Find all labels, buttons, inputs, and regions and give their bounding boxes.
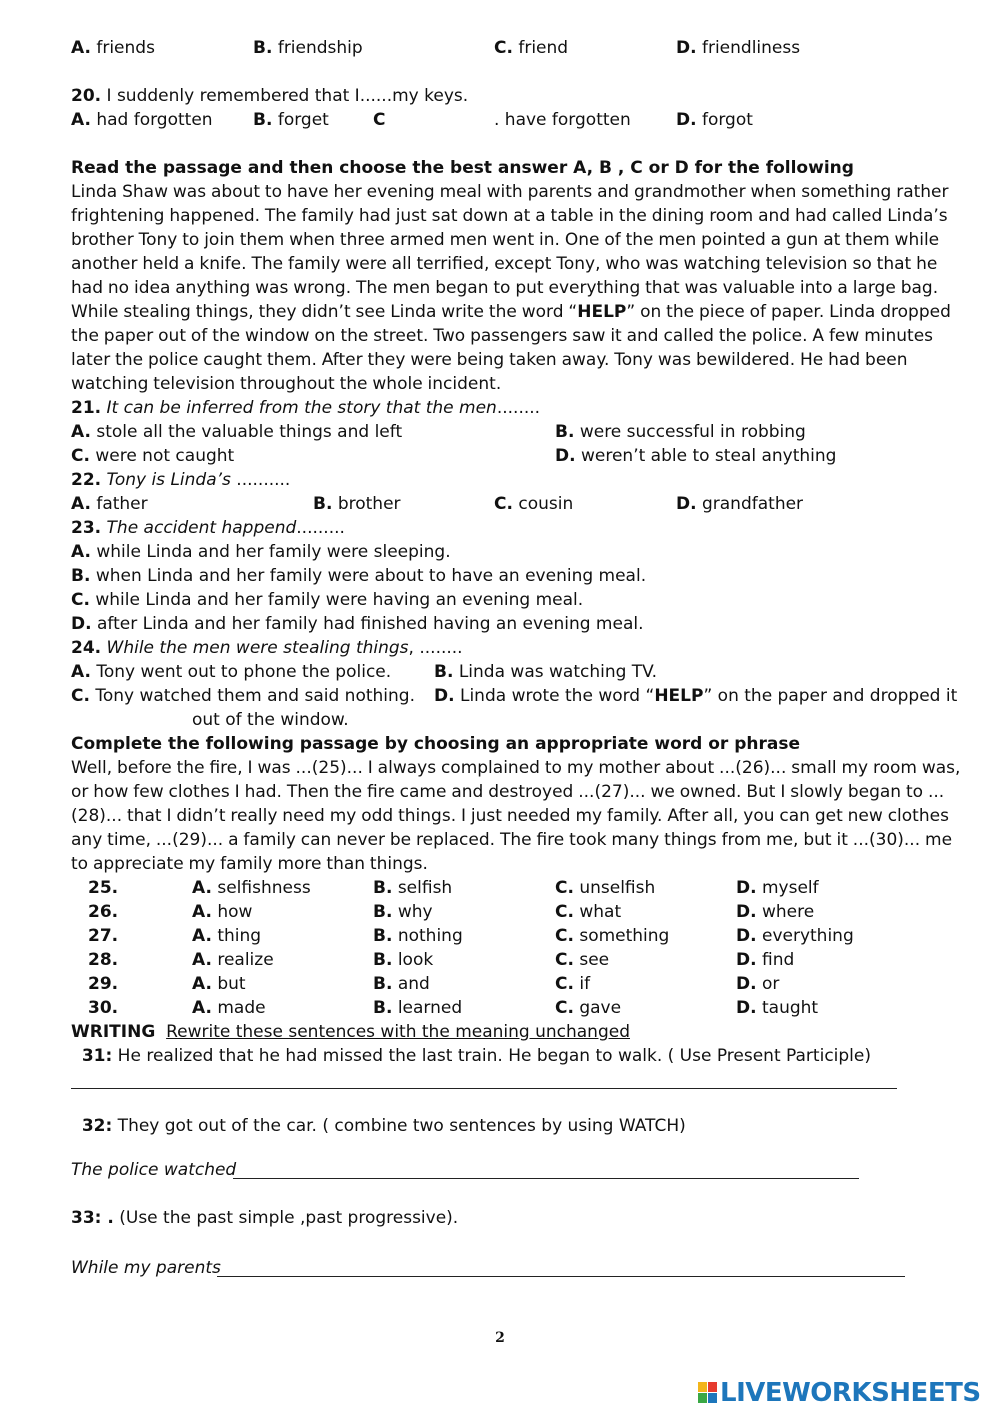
cloze-option[interactable]: C. see bbox=[555, 950, 610, 970]
cloze-option[interactable]: B. look bbox=[373, 950, 434, 970]
q23-option-a[interactable]: A. while Linda and her family were sleeping. bbox=[71, 542, 451, 562]
q23-option-d[interactable]: D. after Linda and her family had finished having an evening meal. bbox=[71, 614, 644, 634]
cloze-option[interactable]: A. made bbox=[192, 998, 266, 1018]
cloze-option[interactable]: D. everything bbox=[736, 926, 854, 946]
q21-stem: 21. It can be inferred from the story that the men........ bbox=[71, 398, 541, 418]
cloze-option[interactable]: B. selfish bbox=[373, 878, 453, 898]
q24-option-c[interactable]: C. Tony watched them and said nothing. bbox=[71, 686, 415, 706]
q22-option-c[interactable]: C. cousin bbox=[494, 494, 574, 514]
q22-option-b[interactable]: B. brother bbox=[313, 494, 401, 514]
cloze-option[interactable]: C. if bbox=[555, 974, 591, 994]
q22-stem: 22. Tony is Linda’s .......... bbox=[71, 470, 291, 490]
q24-options-ab bbox=[71, 660, 961, 684]
cloze-option[interactable]: A. realize bbox=[192, 950, 274, 970]
page-number: 2 bbox=[495, 1330, 505, 1346]
cloze-row: 29. A. but B. and C. if D. or bbox=[88, 974, 780, 994]
q21-option-d[interactable]: D. weren’t able to steal anything bbox=[555, 446, 837, 466]
cloze-option[interactable]: A. but bbox=[192, 974, 246, 994]
q22-option-d[interactable]: D. grandfather bbox=[676, 494, 804, 514]
q20-option-b[interactable]: B. forget bbox=[253, 110, 329, 130]
cloze-option[interactable]: C. unselfish bbox=[555, 878, 656, 898]
q24-stem: 24. While the men were stealing things, ........ bbox=[71, 638, 463, 658]
q20-stem: 20. I suddenly remembered that I......my keys. bbox=[71, 86, 469, 106]
q19-option-b[interactable]: B. friendship bbox=[253, 38, 363, 58]
q20-option-a[interactable]: A. had forgotten bbox=[71, 110, 213, 130]
q24-option-d-continued: out of the window. bbox=[192, 710, 349, 730]
cloze-option[interactable]: C. what bbox=[555, 902, 622, 922]
q20-option-d[interactable]: D. forgot bbox=[676, 110, 753, 130]
q21-option-a[interactable]: A. stole all the valuable things and left bbox=[71, 422, 403, 442]
q20-option-c-letter[interactable]: C bbox=[373, 110, 386, 130]
q22-options bbox=[71, 492, 961, 516]
cloze-option[interactable]: D. taught bbox=[736, 998, 819, 1018]
q32-answer-line[interactable]: The police watched bbox=[71, 1158, 961, 1182]
cloze-option[interactable]: C. something bbox=[555, 926, 670, 946]
q19-option-d[interactable]: D. friendliness bbox=[676, 38, 801, 58]
cloze-option[interactable]: B. why bbox=[373, 902, 433, 922]
cloze-option[interactable]: A. thing bbox=[192, 926, 262, 946]
cloze-option[interactable]: B. learned bbox=[373, 998, 463, 1018]
q21-option-c[interactable]: C. were not caught bbox=[71, 446, 235, 466]
reading-heading: Read the passage and then choose the best answer A, B , C or D for the following bbox=[71, 158, 854, 178]
cloze-option[interactable]: D. find bbox=[736, 950, 795, 970]
q21-options-ab bbox=[71, 420, 961, 444]
q24-options-cd bbox=[71, 684, 961, 708]
writing-heading: WRITING Rewrite these sentences with the meaning unchanged bbox=[71, 1022, 630, 1042]
q23-stem: 23. The accident happend......... bbox=[71, 518, 345, 538]
q23-option-b[interactable]: B. when Linda and her family were about to have an evening meal. bbox=[71, 566, 647, 586]
q19-options bbox=[71, 36, 961, 60]
q31-stem: 31: He realized that he had missed the last train. He began to walk. ( Use Present Participle) bbox=[81, 1046, 871, 1066]
liveworksheets-logo bbox=[698, 1378, 994, 1408]
q22-option-a[interactable]: A. father bbox=[71, 494, 148, 514]
cloze-options-table bbox=[71, 876, 961, 1020]
q33-stem: 33: . (Use the past simple ,past progressive). bbox=[71, 1208, 459, 1228]
cloze-option[interactable]: B. and bbox=[373, 974, 430, 994]
cloze-row: 30. A. made B. learned C. gave D. taught bbox=[88, 998, 819, 1018]
q19-option-a[interactable]: A. friends bbox=[71, 38, 155, 58]
cloze-option[interactable]: D. or bbox=[736, 974, 780, 994]
cloze-row: 26. A. how B. why C. what D. where bbox=[88, 902, 815, 922]
worksheet-page bbox=[71, 36, 961, 1280]
q24-option-b[interactable]: B. Linda was watching TV. bbox=[434, 662, 658, 682]
liveworksheets-logo-icon bbox=[698, 1382, 718, 1404]
cloze-row: 28. A. realize B. look C. see D. find bbox=[88, 950, 795, 970]
q20-options bbox=[71, 108, 961, 132]
cloze-option[interactable]: B. nothing bbox=[373, 926, 463, 946]
q21-option-b[interactable]: B. were successful in robbing bbox=[555, 422, 806, 442]
cloze-row: 25. A. selfishness B. selfish C. unselfish D. myself bbox=[88, 878, 819, 898]
cloze-passage: Well, before the fire, I was ...(25)... I always complained to my mother about ...(26)... small my room was, or how few clothes I had. Then the fire came and destroyed ...(27)... we owned. But I slowly began to ...(28)... that I didn’t really need my odd things. I just needed my family. After all, you can get new clothes any time, ...(29)... a family can never be replaced. The fire took many things from me, but it ...(30)... me to appreciate my family more than things. bbox=[71, 758, 961, 874]
liveworksheets-logo-text: LIVEWORKSHEETS bbox=[720, 1378, 981, 1408]
cloze-option[interactable]: A. how bbox=[192, 902, 253, 922]
q21-options-cd bbox=[71, 444, 961, 468]
cloze-option[interactable]: D. where bbox=[736, 902, 815, 922]
cloze-row: 27. A. thing B. nothing C. something D. everything bbox=[88, 926, 854, 946]
cloze-option[interactable]: A. selfishness bbox=[192, 878, 311, 898]
q24-option-a[interactable]: A. Tony went out to phone the police. bbox=[71, 662, 392, 682]
q20-option-c[interactable]: . have forgotten bbox=[494, 110, 631, 130]
cloze-option[interactable]: C. gave bbox=[555, 998, 622, 1018]
cloze-heading: Complete the following passage by choosing an appropriate word or phrase bbox=[71, 734, 800, 754]
q19-option-c[interactable]: C. friend bbox=[494, 38, 569, 58]
reading-passage: Linda Shaw was about to have her evening meal with parents and grandmother when something rather frightening happened. The family had just sat down at a table in the dining room and had called Linda’s brother Tony to join them when three armed men went in. One of the men pointed a gun at them while another held a knife. The family were all terrified, except Tony, who was watching television so that he had no idea anything was wrong. The men began to put everything that was valuable into a large bag. While stealing things, they didn’t see Linda write the word “HELP” on the piece of paper. Linda dropped the paper out of the window on the street. Two passengers saw it and called the police. A few minutes later the police caught them. After they were being taken away. Tony was bewildered. He had been watching television throughout the whole incident. bbox=[71, 182, 951, 394]
q33-answer-line[interactable]: While my parents bbox=[71, 1256, 961, 1280]
q31-answer-line[interactable] bbox=[71, 1068, 961, 1102]
q24-option-d[interactable]: D. Linda wrote the word “HELP” on the paper and dropped it bbox=[434, 686, 958, 706]
q23-option-c[interactable]: C. while Linda and her family were having an evening meal. bbox=[71, 590, 584, 610]
q32-stem: 32: They got out of the car. ( combine two sentences by using WATCH) bbox=[81, 1116, 686, 1136]
cloze-option[interactable]: D. myself bbox=[736, 878, 819, 898]
